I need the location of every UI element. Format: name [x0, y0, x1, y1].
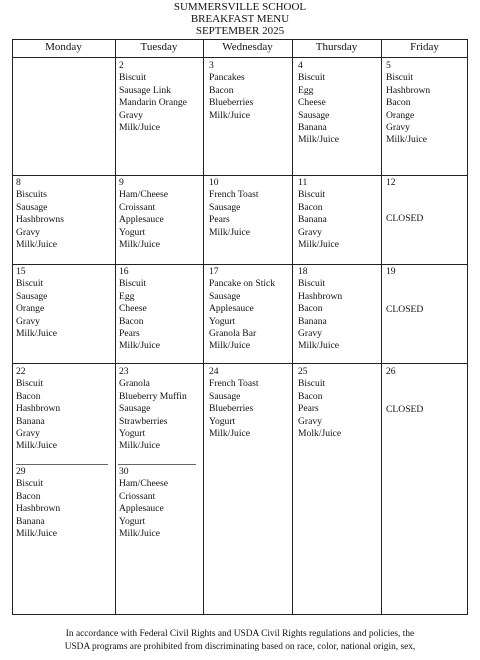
- menu-item: Croissant: [119, 201, 156, 213]
- day-number: 24: [209, 366, 219, 377]
- menu-item: Biscuit: [298, 378, 326, 390]
- menu-item: Bacon: [386, 97, 411, 109]
- menu-item: Milk/Juice: [209, 427, 251, 439]
- day-number: 29: [16, 466, 26, 477]
- menu-item: Mandarin Orange: [119, 97, 187, 109]
- day-number: 4: [298, 60, 303, 71]
- menu-item: Bacon: [298, 201, 323, 213]
- menu-item: Milk/Juice: [298, 238, 340, 250]
- menu-item: French Toast: [209, 189, 259, 201]
- menu-cell-sep-10: [209, 177, 259, 239]
- menu-item: Milk/Juice: [209, 226, 251, 238]
- menu-item: Gravy: [119, 109, 143, 121]
- day-number: 10: [209, 177, 219, 188]
- menu-item: Biscuit: [16, 478, 44, 490]
- day-number: 9: [119, 177, 124, 188]
- menu-item: Gravy: [386, 121, 410, 133]
- row-divider: [12, 175, 468, 176]
- menu-item: Orange: [386, 109, 415, 121]
- column-divider: [115, 39, 116, 615]
- menu-item: Gravy: [298, 415, 322, 427]
- menu-item: Milk/Juice: [119, 340, 161, 352]
- menu-item: Milk/Juice: [119, 440, 161, 452]
- menu-item: Bacon: [298, 303, 323, 315]
- menu-cell-sep-23: [119, 366, 187, 453]
- week5-divider: [16, 464, 108, 465]
- menu-item: Hashbrown: [298, 290, 343, 302]
- menu-item: Hashbrown: [386, 84, 431, 96]
- menu-item: Pancakes: [209, 72, 245, 84]
- day-number: 12: [386, 177, 396, 188]
- menu-item: Sausage: [209, 290, 241, 302]
- menu-item: Biscuit: [298, 72, 326, 84]
- menu-item: Gravy: [298, 226, 322, 238]
- menu-item: Biscuit: [119, 72, 147, 84]
- menu-item: Applesauce: [119, 503, 164, 515]
- menu-item: Egg: [298, 84, 314, 96]
- menu-item: Sausage: [209, 390, 241, 402]
- row-divider: [12, 57, 468, 58]
- menu-cell-sep-2: [119, 60, 187, 134]
- row-divider: [12, 363, 468, 364]
- menu-cell-sep-8: [16, 177, 64, 251]
- menu-item: Gravy: [298, 327, 322, 339]
- menu-item: Biscuit: [298, 189, 326, 201]
- menu-cell-sep-29: [16, 466, 60, 540]
- menu-item: Yogurt: [119, 427, 146, 439]
- column-divider: [292, 39, 293, 615]
- menu-cell-sep-9: [119, 177, 168, 251]
- menu-item: Pears: [119, 327, 140, 339]
- school-name: SUMMERSVILLE SCHOOL: [173, 1, 307, 13]
- menu-item: Criossant: [119, 490, 156, 502]
- menu-item: Biscuit: [298, 278, 326, 290]
- menu-cell-sep-3: [209, 60, 253, 122]
- menu-item: Cheese: [298, 97, 326, 109]
- menu-item: Banana: [16, 415, 45, 427]
- menu-item: Sausage: [119, 403, 151, 415]
- menu-item: Yogurt: [119, 515, 146, 527]
- menu-item: Applesauce: [119, 214, 164, 226]
- civil-rights-notice-line1: In accordance with Federal Civil Rights and USDA Civil Rights regulations and policies, the: [65, 629, 415, 639]
- day-number: 22: [16, 366, 26, 377]
- menu-item: Blueberry Muffin: [119, 390, 187, 402]
- day-number: 5: [386, 60, 391, 71]
- menu-item: Biscuit: [119, 278, 147, 290]
- menu-item: Milk/Juice: [298, 134, 340, 146]
- closed-label: CLOSED: [386, 404, 424, 415]
- menu-item: Bacon: [209, 84, 234, 96]
- menu-item: Banana: [16, 515, 45, 527]
- day-number: 17: [209, 266, 219, 277]
- menu-item: Milk/Juice: [16, 527, 58, 539]
- menu-item: Milk/Juice: [119, 121, 161, 133]
- closed-label: CLOSED: [386, 213, 424, 224]
- menu-item: Strawberries: [119, 415, 168, 427]
- menu-item: Hashbrown: [16, 503, 61, 515]
- day-number: 26: [386, 366, 396, 377]
- day-number: 11: [298, 177, 308, 188]
- menu-item: Sausage: [16, 290, 48, 302]
- menu-item: Bacon: [119, 315, 144, 327]
- menu-item: Gravy: [16, 226, 40, 238]
- menu-item: Bacon: [16, 490, 41, 502]
- day-number: 16: [119, 266, 129, 277]
- menu-item: Sausage: [298, 109, 330, 121]
- menu-item: Biscuit: [386, 72, 414, 84]
- menu-item: Yogurt: [209, 415, 236, 427]
- menu-item: Sausage Link: [119, 84, 171, 96]
- menu-item: Milk/Juice: [16, 238, 58, 250]
- menu-item: Milk/Juice: [16, 327, 58, 339]
- menu-item: Banana: [298, 315, 327, 327]
- menu-cell-sep-15: [16, 266, 57, 340]
- menu-item: Sausage: [16, 201, 48, 213]
- menu-cell-sep-26: [386, 366, 396, 378]
- menu-cell-sep-25: [298, 366, 341, 440]
- week5-divider: [118, 464, 196, 465]
- menu-cell-sep-11: [298, 177, 339, 251]
- menu-item: Sausage: [209, 201, 241, 213]
- day-number: 8: [16, 177, 21, 188]
- day-number: 23: [119, 366, 129, 377]
- menu-item: Milk/Juice: [209, 109, 251, 121]
- menu-item: Yogurt: [119, 226, 146, 238]
- day-number: 2: [119, 60, 124, 71]
- menu-item: Milk/Juice: [386, 134, 428, 146]
- menu-item: Yogurt: [209, 315, 236, 327]
- menu-item: Blueberries: [209, 403, 254, 415]
- day-header-tuesday: Tuesday: [140, 41, 178, 53]
- menu-item: Ham/Cheese: [119, 189, 169, 201]
- menu-item: Gravy: [16, 427, 40, 439]
- menu-item: Milk/Juice: [16, 440, 58, 452]
- menu-item: Biscuits: [16, 189, 47, 201]
- column-divider: [381, 39, 382, 615]
- menu-cell-sep-18: [298, 266, 342, 353]
- menu-item: Biscuit: [16, 278, 44, 290]
- menu-item: Egg: [119, 290, 135, 302]
- menu-item: Blueberries: [209, 97, 254, 109]
- menu-item: Bacon: [16, 390, 41, 402]
- day-number: 25: [298, 366, 308, 377]
- day-header-wednesday: Wednesday: [222, 41, 273, 53]
- menu-cell-sep-24: [209, 366, 259, 440]
- menu-item: Molk/Juice: [298, 427, 342, 439]
- menu-cell-sep-19: [386, 266, 396, 278]
- menu-item: Milk/Juice: [298, 340, 340, 352]
- day-header-thursday: Thursday: [315, 41, 358, 53]
- menu-item: Granola Bar: [209, 327, 257, 339]
- civil-rights-notice-line2: USDA programs are prohibited from discriminating based on race, color, national origin, sex,: [64, 642, 416, 652]
- menu-item: Milk/Juice: [209, 340, 251, 352]
- menu-cell-sep-12: [386, 177, 396, 189]
- menu-item: Bacon: [298, 390, 323, 402]
- menu-item: Applesauce: [209, 303, 254, 315]
- menu-month: SEPTEMBER 2025: [195, 25, 285, 37]
- menu-item: Orange: [16, 303, 45, 315]
- menu-item: Banana: [298, 121, 327, 133]
- menu-item: Cheese: [119, 303, 147, 315]
- row-divider: [12, 264, 468, 265]
- menu-item: Banana: [298, 214, 327, 226]
- menu-item: Granola: [119, 378, 150, 390]
- day-header-monday: Monday: [45, 41, 82, 53]
- menu-item: Pears: [209, 214, 230, 226]
- menu-cell-sep-17: [209, 266, 275, 353]
- day-number: 18: [298, 266, 308, 277]
- menu-cell-sep-4: [298, 60, 339, 147]
- day-number: 15: [16, 266, 26, 277]
- menu-title: BREAKFAST MENU: [190, 13, 290, 25]
- menu-item: Ham/Cheese: [119, 478, 169, 490]
- day-header-friday: Friday: [410, 41, 439, 53]
- menu-item: Hashbrowns: [16, 214, 64, 226]
- day-number: 30: [119, 466, 129, 477]
- menu-cell-sep-22: [16, 366, 60, 453]
- menu-item: Hashbrown: [16, 403, 61, 415]
- day-number: 19: [386, 266, 396, 277]
- menu-item: Pears: [298, 403, 319, 415]
- menu-cell-sep-30: [119, 466, 168, 540]
- menu-item: Milk/Juice: [119, 527, 161, 539]
- closed-label: CLOSED: [386, 304, 424, 315]
- day-number: 3: [209, 60, 214, 71]
- menu-item: Milk/Juice: [119, 238, 161, 250]
- column-divider: [203, 39, 204, 615]
- menu-item: French Toast: [209, 378, 259, 390]
- menu-item: Gravy: [16, 315, 40, 327]
- menu-item: Pancake on Stick: [209, 278, 276, 290]
- menu-item: Biscuit: [16, 378, 44, 390]
- menu-cell-sep-5: [386, 60, 430, 147]
- menu-cell-sep-16: [119, 266, 160, 353]
